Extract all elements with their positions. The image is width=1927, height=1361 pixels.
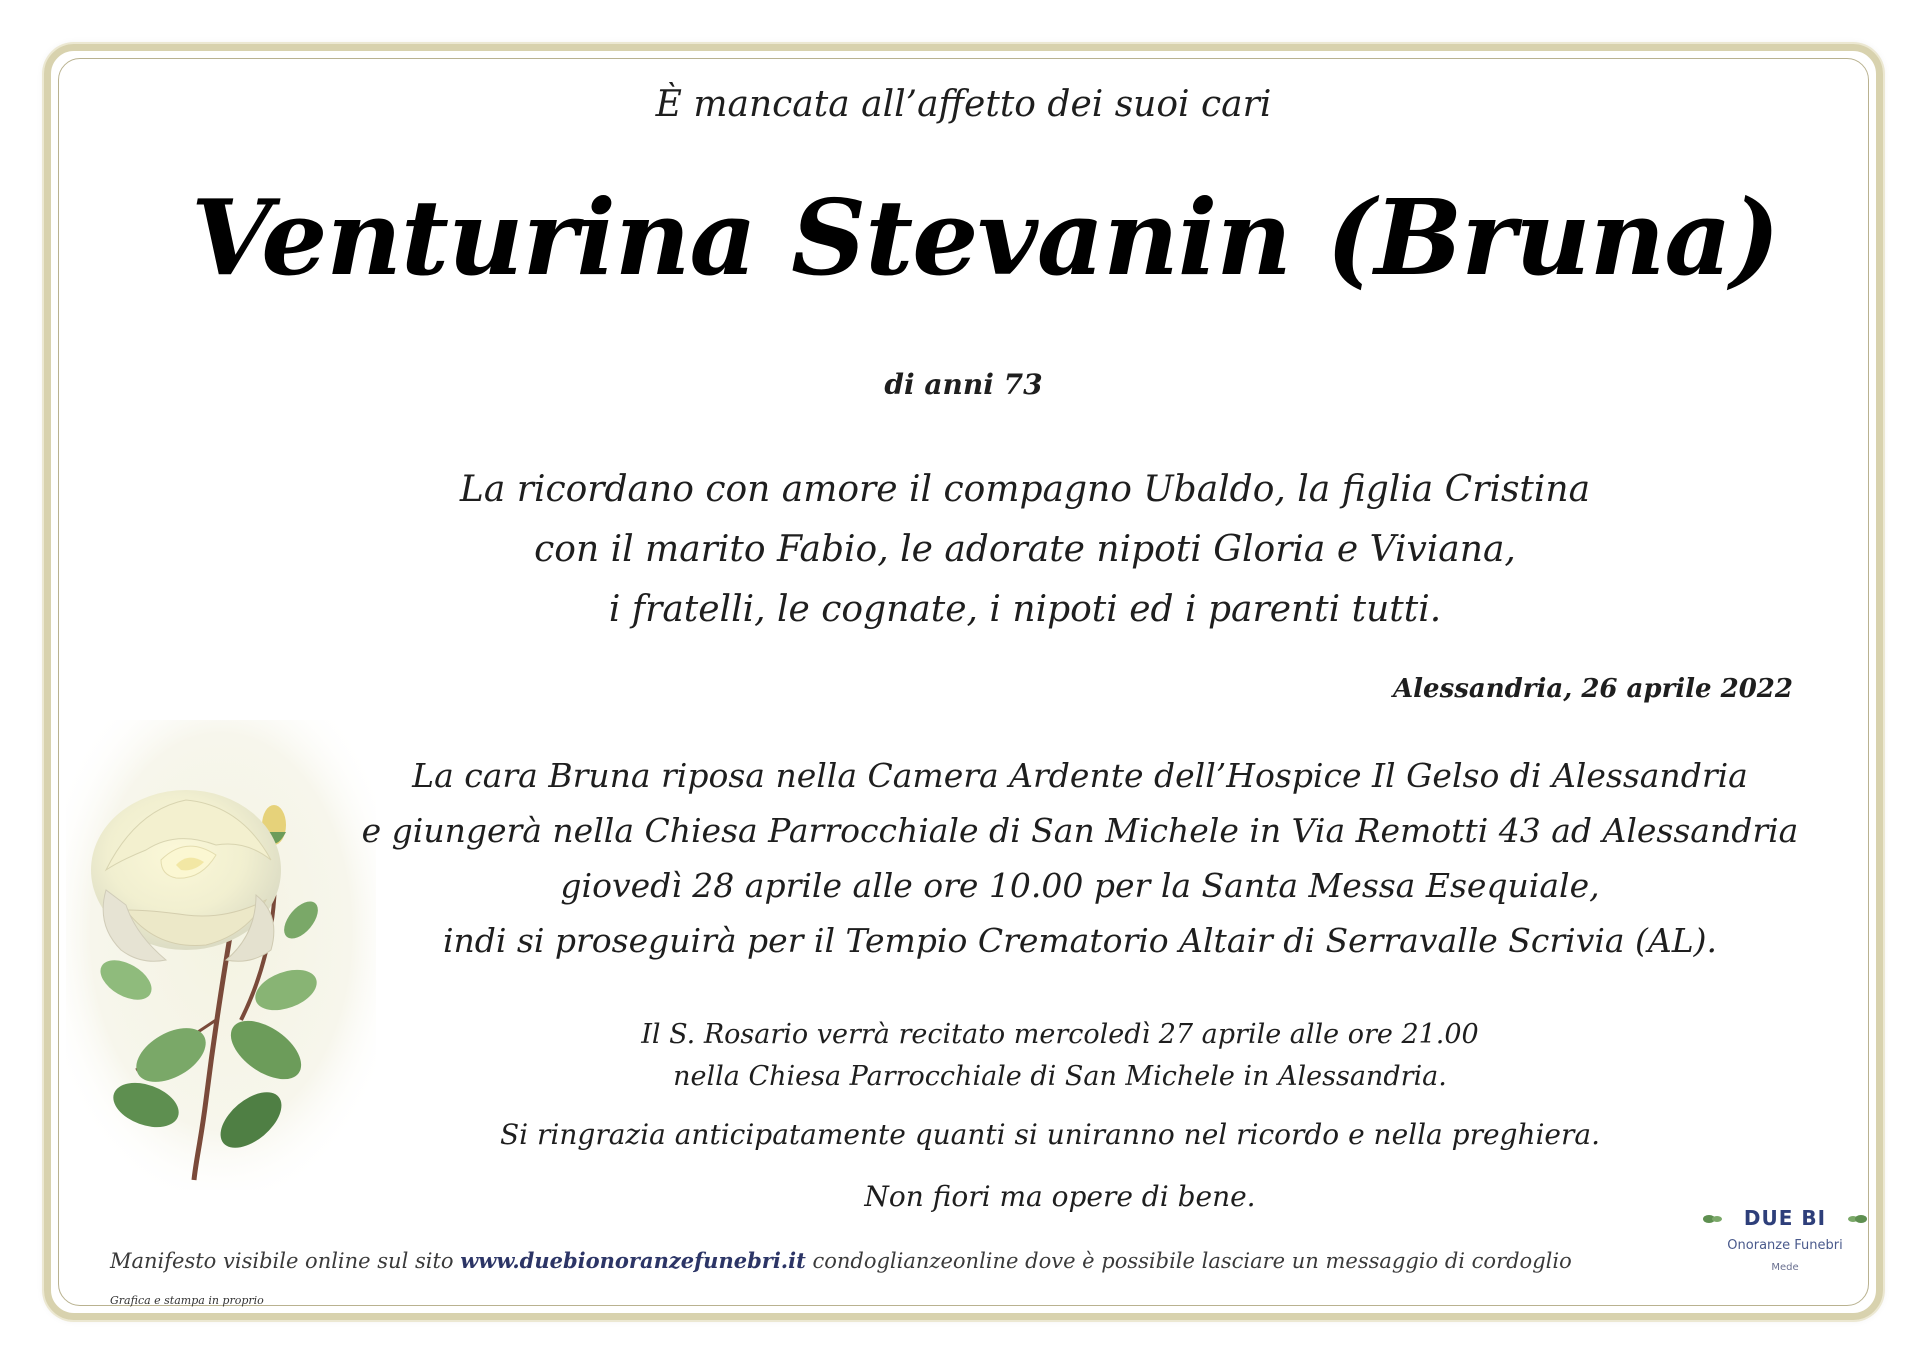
mourners-line: con il marito Fabio, le adorate nipoti Gloria e Viviana, (534, 529, 1516, 570)
mourners-line: i fratelli, le cognate, i nipoti ed i parenti tutti. (608, 589, 1442, 630)
print-credit: Grafica e stampa in proprio (110, 1294, 264, 1307)
logo-subtitle: Onoranze Funebri (1727, 1238, 1843, 1253)
rosary-line: Il S. Rosario verrà recitato mercoledì 27 aprile alle ore 21.00 (641, 1019, 1479, 1050)
funeral-home-logo (1700, 1206, 1870, 1286)
arrangements-line: indi si proseguirà per il Tempio Crematorio Altair di Serravalle Scrivia (AL). (442, 921, 1718, 960)
footer-suffix: condoglianzeonline dove è possibile lasciare un messaggio di cordoglio (805, 1249, 1572, 1273)
logo-title: DUE BI (1743, 1206, 1827, 1230)
thanks-line: Si ringrazia anticipatamente quanti si uniranno nel ricordo e nella preghiera. (500, 1118, 1600, 1151)
rosary-paragraph (560, 1014, 1560, 1098)
age-line: di anni 73 (884, 368, 1043, 401)
no-flowers-line: Non fiori ma opere di bene. (864, 1180, 1256, 1213)
mourners-paragraph (300, 460, 1750, 640)
arrangements-line: La cara Bruna riposa nella Camera Ardente dell’Hospice Il Gelso di Alessandria (412, 756, 1748, 795)
deceased-name: Venturina Stevanin (Bruna) (191, 176, 1779, 299)
mourners-line: La ricordano con amore il compagno Ubaldo, la figlia Cristina (459, 469, 1591, 510)
rosary-line: nella Chiesa Parrocchiale di San Michele in Alessandria. (673, 1061, 1447, 1092)
footer-note (110, 1248, 1572, 1273)
logo-town: Mede (1771, 1262, 1799, 1273)
website-link[interactable]: www.duebionoranzefunebri.it (460, 1248, 806, 1273)
arrangements-line: giovedì 28 aprile alle ore 10.00 per la Santa Messa Esequiale, (560, 866, 1600, 905)
footer-prefix: Manifesto visibile online sul sito (110, 1249, 461, 1273)
arrangements-line: e giungerà nella Chiesa Parrocchiale di San Michele in Via Remotti 43 ad Alessandria (361, 811, 1799, 850)
place-date: Alessandria, 26 aprile 2022 (1393, 674, 1793, 704)
intro-line: È mancata all’affetto dei suoi cari (655, 84, 1272, 125)
arrangements-paragraph (330, 748, 1830, 968)
leaf-ornament-icon (1846, 1212, 1868, 1226)
